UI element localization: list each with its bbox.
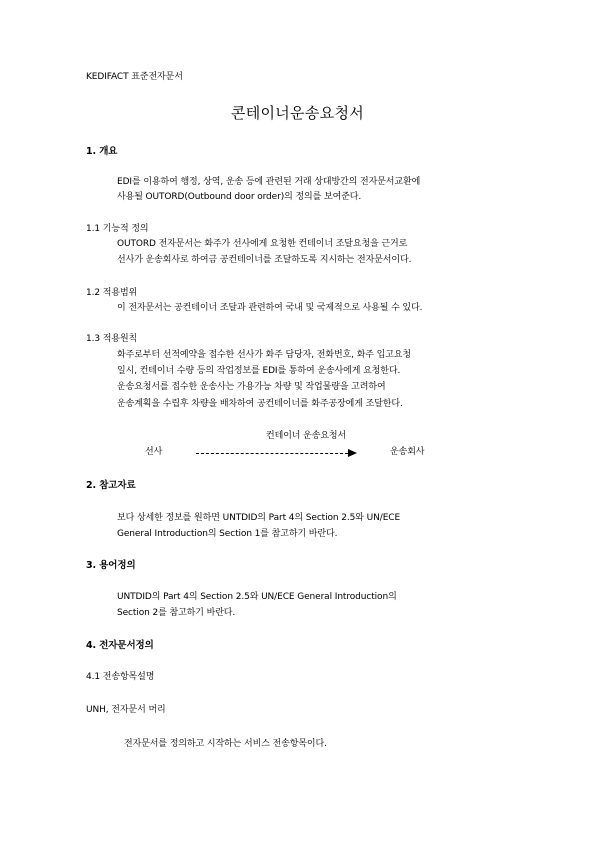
flow-to-label: 운송회사 <box>390 447 425 457</box>
section-1-3-body-line: 운송요청서를 접수한 운송사는 가용가능 차량 및 작업물량을 고려하여 <box>117 382 386 392</box>
section-1-1-heading: 1.1 기능적 정의 <box>86 224 149 234</box>
section-1-1-body-line: 선사가 운송회사로 하여금 공컨테이너를 조달하도록 지시하는 전자문서이다. <box>117 255 412 265</box>
segment-title: UNH, 전자문서 머리 <box>86 705 166 715</box>
flow-arrow-label: 컨테이너 운송요청서 <box>266 431 347 441</box>
section-3-body-line: UNTDID의 Part 4의 Section 2.5와 UN/ECE General Introduction의 <box>117 592 397 602</box>
flow-arrow-line <box>196 453 348 454</box>
section-2-body-line: 보다 상세한 정보를 원하면 UNTDID의 Part 4의 Section 2.5와 UN/ECE <box>117 513 401 523</box>
arrow-right-icon <box>348 449 357 457</box>
flow-from-label: 선사 <box>145 447 163 457</box>
section-1-body-line: 사용될 OUTORD(Outbound door order)의 정의를 보여준다. <box>117 192 362 202</box>
section-2-body-line: General Introduction의 Section 1를 참고하기 바란다. <box>117 529 338 539</box>
section-3-heading: 3. 용어정의 <box>86 560 136 571</box>
section-1-2-heading: 1.2 적용범위 <box>86 288 138 298</box>
section-1-3-body-line: 일시, 컨테이너 수량 등의 작업정보를 EDI를 통하여 운송사에게 요청한다. <box>117 366 401 376</box>
segment-description: 전자문서를 정의하고 시작하는 서비스 전송항목이다. <box>124 739 327 749</box>
section-1-body-line: EDI를 이용하여 행정, 상역, 운송 등에 관련된 거래 상대방간의 전자문서교환에 <box>117 177 421 187</box>
section-1-3-heading: 1.3 적용원칙 <box>86 334 138 344</box>
section-1-2-body-line: 이 전자문서는 공컨테이너 조달과 관련하여 국내 및 국제적으로 사용될 수 있다. <box>117 303 423 313</box>
section-1-3-body-line: 화주로부터 선적예약을 접수한 선사가 화주 담당자, 전화번호, 화주 입고요청 <box>117 350 412 360</box>
section-1-1-body-line: OUTORD 전자문서는 화주가 선사에게 요청한 컨테이너 조달요청을 근거로 <box>117 239 408 249</box>
section-1-heading: 1. 개요 <box>86 146 118 157</box>
section-3-body-line: Section 2를 참고하기 바란다. <box>117 608 236 618</box>
section-4-heading: 4. 전자문서정의 <box>86 640 154 651</box>
section-1-3-body-line: 운송계획을 수립후 차량을 배차하여 공컨테이너를 화주공장에게 조달한다. <box>117 399 403 409</box>
document-header-label: KEDIFACT 표준전자문서 <box>86 72 183 82</box>
section-4-1-heading: 4.1 전송항목설명 <box>86 672 155 682</box>
document-title: 콘테이너운송요청서 <box>230 104 365 122</box>
section-2-heading: 2. 참고자료 <box>86 480 136 491</box>
